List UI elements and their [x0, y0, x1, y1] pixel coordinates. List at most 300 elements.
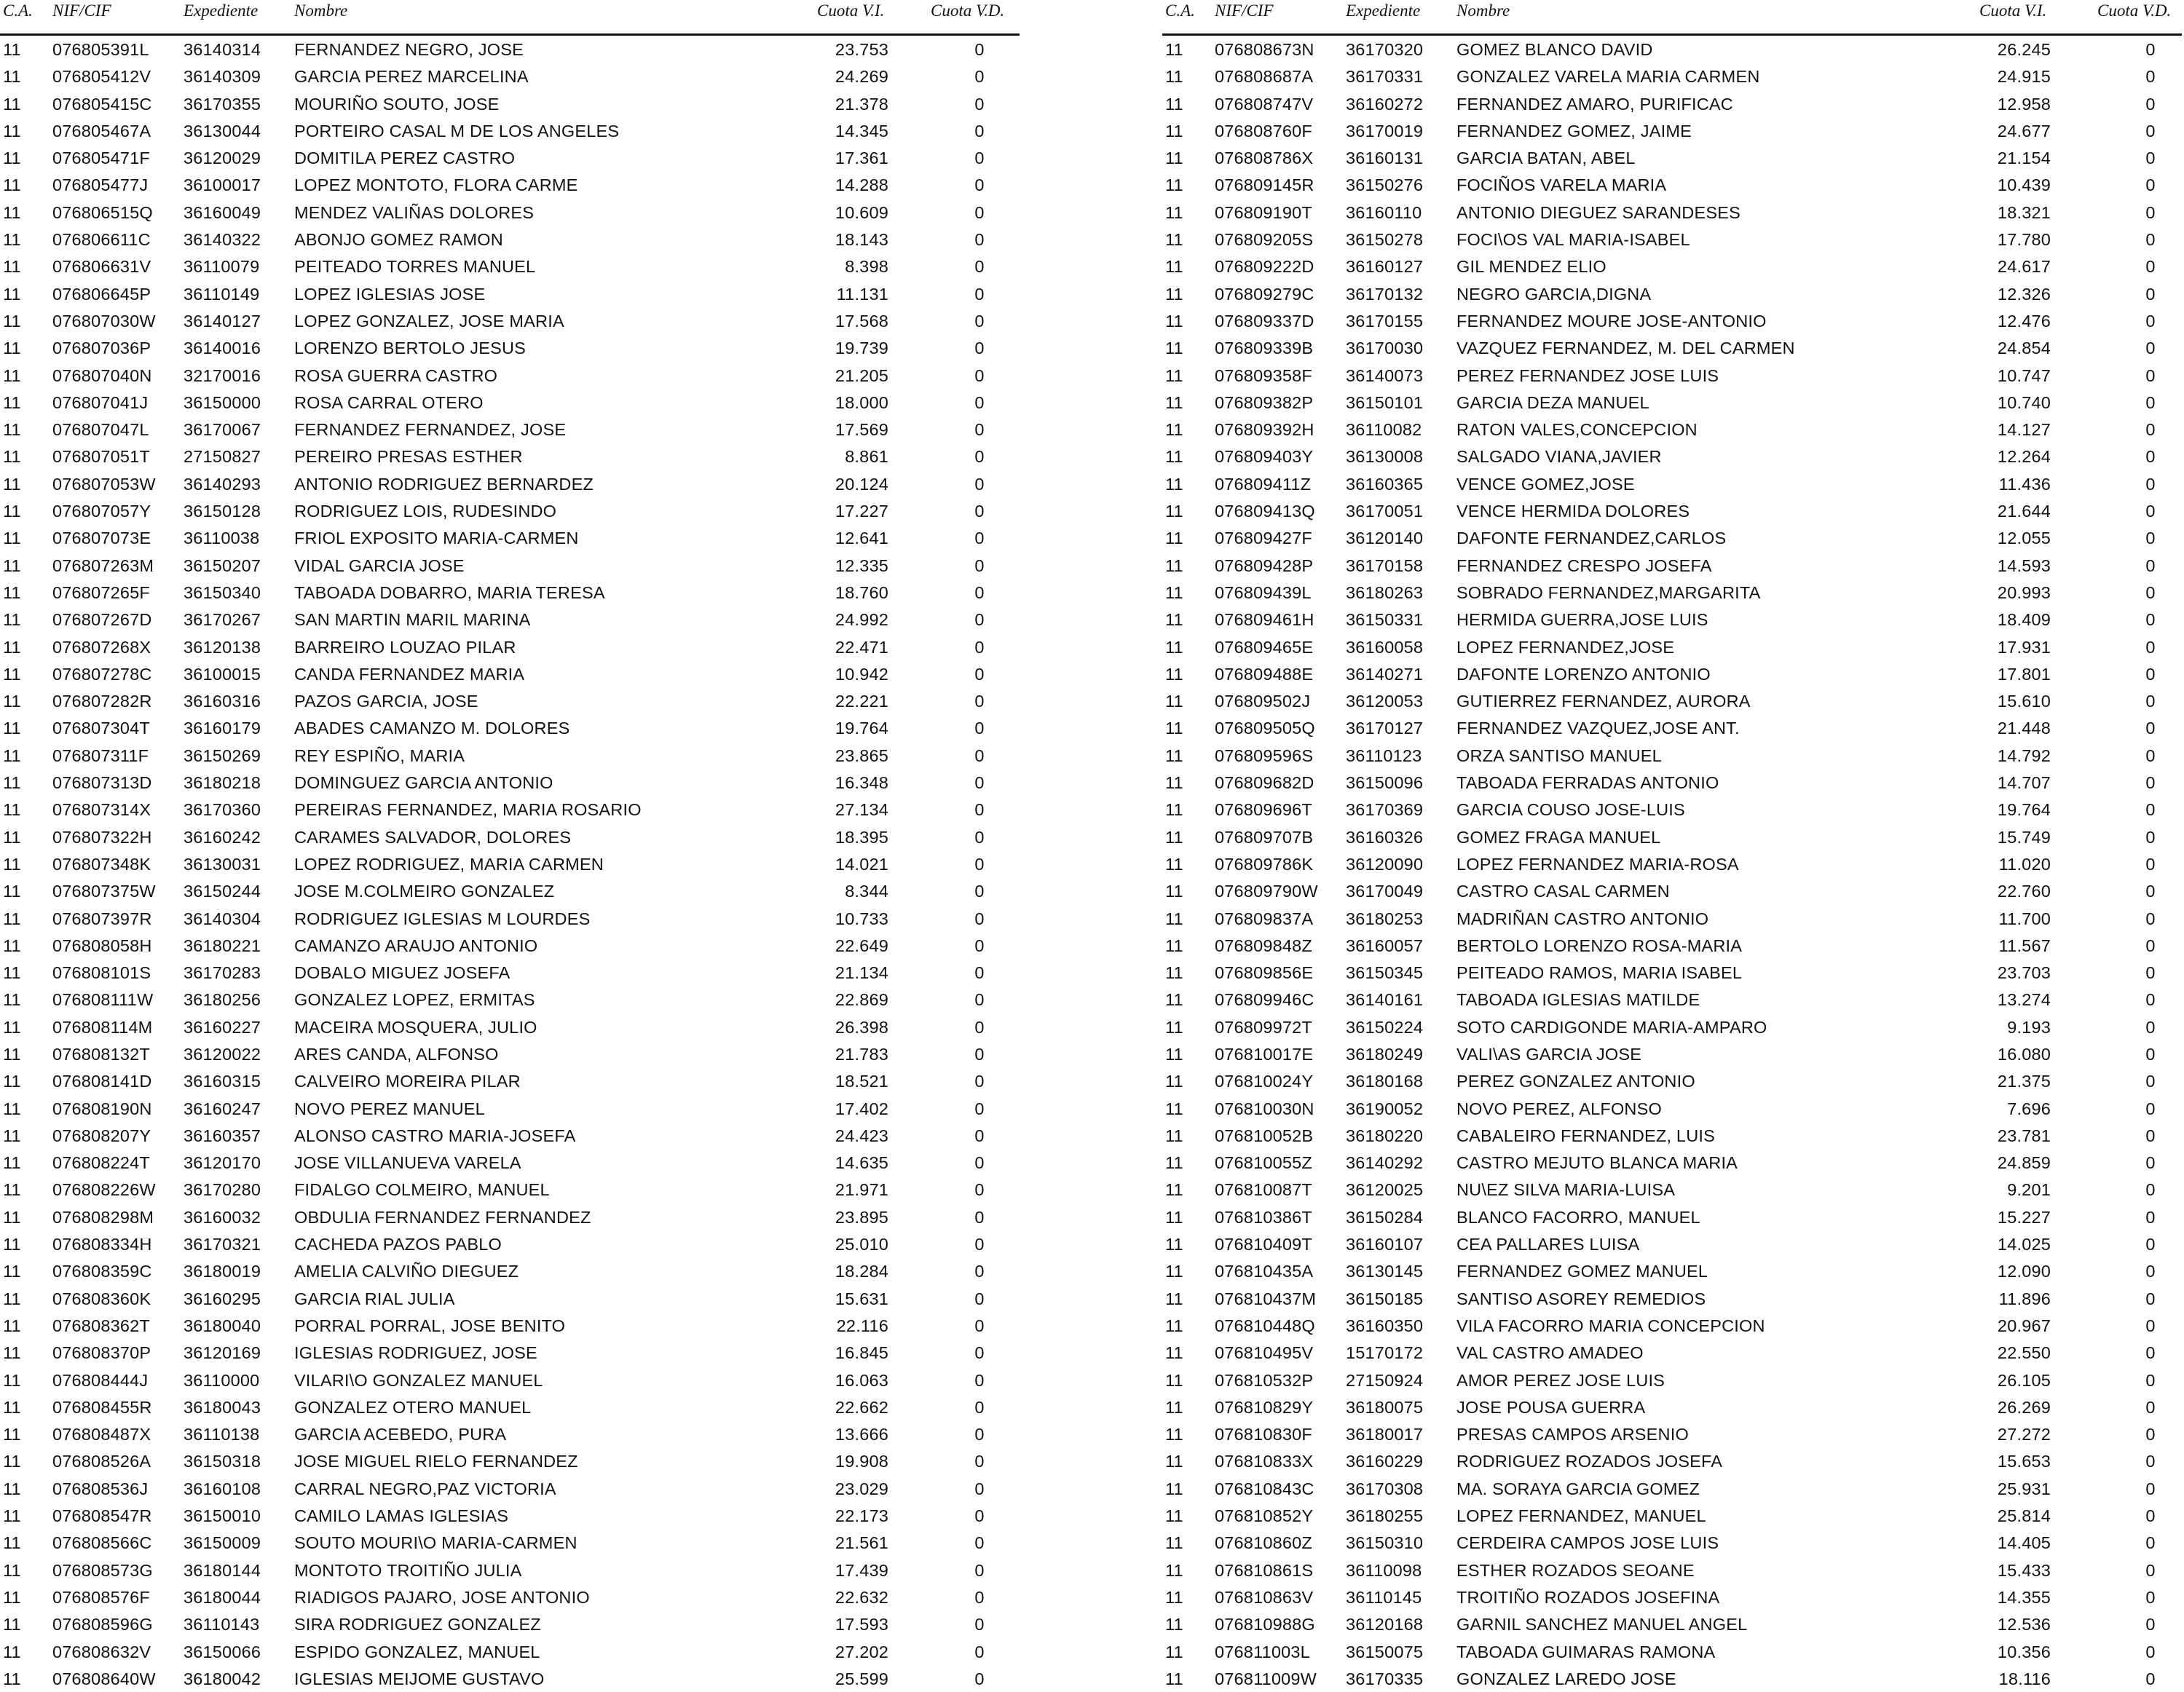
cell-nif: 076807375W	[52, 882, 156, 901]
cell-ca: 11	[1165, 1506, 1183, 1526]
cell-nif: 076808141D	[52, 1072, 152, 1091]
cell-nif: 076810863V	[1215, 1587, 1314, 1607]
cell-nif: 076810988G	[1215, 1615, 1315, 1634]
cell-cuota-vi: 8.344	[845, 882, 888, 901]
cell-nif: 076810448Q	[1215, 1316, 1315, 1335]
cell-cuota-vi: 18.521	[835, 1072, 888, 1091]
table-row	[0, 416, 1020, 443]
cell-nombre: SOUTO MOURI\O MARIA-CARMEN	[294, 1533, 577, 1553]
cell-cuota-vd: 0	[2145, 719, 2156, 738]
cell-cuota-vi: 10.733	[835, 909, 888, 928]
cell-cuota-vd: 0	[2145, 365, 2156, 385]
cell-ca: 11	[3, 1207, 21, 1227]
cell-ca: 11	[3, 1397, 21, 1417]
cell-expediente: 36120170	[184, 1153, 261, 1173]
cell-expediente: 36170127	[1346, 719, 1424, 738]
cell-expediente: 36150269	[184, 746, 261, 765]
table-row	[0, 769, 1020, 796]
cell-nombre: FOCIÑOS VARELA MARIA	[1456, 175, 1667, 195]
cell-cuota-vd: 0	[2145, 1587, 2156, 1607]
cell-ca: 11	[3, 121, 21, 141]
cell-expediente: 36180249	[1346, 1044, 1424, 1064]
cell-cuota-vi: 22.116	[836, 1316, 888, 1335]
cell-nif: 076807030W	[52, 311, 156, 331]
cell-nombre: BLANCO FACORRO, MANUEL	[1456, 1207, 1700, 1227]
cell-cuota-vd: 0	[2145, 610, 2156, 630]
cell-ca: 11	[1165, 800, 1183, 820]
cell-nombre: ESTHER ROZADOS SEOANE	[1456, 1560, 1695, 1580]
cell-ca: 11	[3, 502, 21, 521]
cell-nif: 076810087T	[1215, 1180, 1312, 1200]
cell-cuota-vi: 20.124	[835, 474, 888, 494]
cell-expediente: 36160058	[1346, 637, 1424, 657]
cell-expediente: 36110098	[1346, 1560, 1422, 1580]
cell-ca: 11	[3, 420, 21, 440]
cell-expediente: 36150066	[184, 1642, 261, 1661]
table-row	[1162, 769, 2182, 796]
cell-expediente: 36150128	[184, 502, 261, 521]
cell-nombre: NEGRO GARCIA,DIGNA	[1456, 284, 1652, 304]
cell-cuota-vd: 0	[2145, 311, 2156, 331]
table-row	[1162, 1285, 2182, 1312]
cell-cuota-vd: 0	[974, 365, 985, 385]
cell-cuota-vd: 0	[2145, 1180, 2156, 1200]
cell-nif: 076807047L	[52, 420, 149, 440]
cell-cuota-vd: 0	[2145, 230, 2156, 250]
cell-nombre: RODRIGUEZ LOIS, RUDESINDO	[294, 502, 557, 521]
table-row	[0, 389, 1020, 416]
cell-cuota-vi: 17.227	[835, 502, 888, 521]
cell-ca: 11	[1165, 149, 1183, 168]
cell-expediente: 36140293	[184, 474, 261, 494]
cell-nombre: LORENZO BERTOLO JESUS	[294, 339, 527, 358]
cell-nombre: FERNANDEZ GOMEZ, JAIME	[1456, 121, 1692, 141]
cell-nif: 076808370P	[52, 1343, 151, 1363]
cell-nombre: PAZOS GARCIA, JOSE	[294, 692, 478, 711]
cell-expediente: 36160365	[1346, 474, 1424, 494]
table-row	[0, 606, 1020, 633]
cell-cuota-vd: 0	[974, 1479, 985, 1498]
cell-cuota-vd: 0	[2145, 827, 2156, 847]
cell-cuota-vd: 0	[2145, 582, 2156, 602]
cell-cuota-vd: 0	[974, 963, 985, 983]
cell-cuota-vd: 0	[974, 40, 985, 59]
cell-ca: 11	[3, 339, 21, 358]
cell-nif: 076809856E	[1215, 963, 1314, 983]
cell-expediente: 36150000	[184, 392, 261, 412]
cell-nombre: LOPEZ FERNANDEZ,JOSE	[1456, 637, 1675, 657]
cell-cuota-vd: 0	[974, 121, 985, 141]
table-row	[1162, 1339, 2182, 1366]
cell-cuota-vd: 0	[2145, 1506, 2156, 1526]
cell-expediente: 36130008	[1346, 447, 1424, 467]
cell-cuota-vd: 0	[2145, 1343, 2156, 1363]
cell-ca: 11	[1165, 1044, 1183, 1064]
cell-ca: 11	[3, 230, 21, 250]
cell-cuota-vi: 23.781	[1997, 1126, 2051, 1145]
table-row	[0, 334, 1020, 361]
cell-ca: 11	[1165, 121, 1183, 141]
cell-cuota-vi: 17.568	[835, 311, 888, 331]
cell-cuota-vd: 0	[2145, 121, 2156, 141]
cell-nombre: VAL CASTRO AMADEO	[1456, 1343, 1644, 1363]
cell-nombre: PORRAL PORRAL, JOSE BENITO	[294, 1316, 566, 1335]
cell-cuota-vi: 11.567	[1998, 936, 2051, 955]
cell-cuota-vi: 21.375	[1997, 1072, 2051, 1091]
cell-cuota-vd: 0	[2145, 1044, 2156, 1064]
cell-cuota-vd: 0	[2145, 556, 2156, 575]
cell-cuota-vd: 0	[2145, 1669, 2156, 1688]
cell-cuota-vi: 10.747	[1997, 365, 2051, 385]
cell-nombre: TROITIÑO ROZADOS JOSEFINA	[1456, 1587, 1720, 1607]
table-row	[1162, 1393, 2182, 1420]
cell-cuota-vi: 21.561	[835, 1533, 888, 1553]
cell-cuota-vd: 0	[2145, 1017, 2156, 1037]
cell-expediente: 32170016	[184, 365, 261, 385]
cell-nif: 076806631V	[52, 257, 151, 277]
table-row	[1162, 1610, 2182, 1637]
cell-nombre: GARCIA COUSO JOSE-LUIS	[1456, 800, 1685, 820]
cell-cuota-vi: 21.205	[835, 365, 888, 385]
cell-cuota-vi: 22.221	[835, 692, 888, 711]
cell-cuota-vi: 17.569	[835, 420, 888, 440]
table-row	[0, 443, 1020, 470]
cell-cuota-vi: 17.439	[835, 1560, 888, 1580]
cell-nombre: OBDULIA FERNANDEZ FERNANDEZ	[294, 1207, 591, 1227]
cell-cuota-vi: 21.134	[835, 963, 888, 983]
table-row	[0, 1420, 1020, 1447]
cell-cuota-vi: 13.274	[1997, 990, 2051, 1010]
cell-cuota-vi: 12.055	[1997, 529, 2051, 548]
cell-cuota-vd: 0	[974, 284, 985, 304]
table-row	[0, 1230, 1020, 1257]
cell-cuota-vd: 0	[2145, 882, 2156, 901]
cell-cuota-vd: 0	[2145, 1126, 2156, 1145]
cell-ca: 11	[1165, 311, 1183, 331]
cell-ca: 11	[1165, 67, 1183, 87]
cell-expediente: 36180075	[1346, 1397, 1424, 1417]
cell-cuota-vi: 12.958	[1997, 94, 2051, 114]
cell-ca: 11	[1165, 582, 1183, 602]
cell-expediente: 36180144	[184, 1560, 261, 1580]
cell-cuota-vi: 18.000	[835, 392, 888, 412]
cell-cuota-vd: 0	[974, 773, 985, 793]
cell-cuota-vd: 0	[2145, 1560, 2156, 1580]
cell-cuota-vi: 26.105	[1997, 1370, 2051, 1390]
table-row	[1162, 1122, 2182, 1149]
cell-ca: 11	[1165, 854, 1183, 874]
cell-cuota-vi: 25.814	[1997, 1506, 2051, 1526]
cell-cuota-vd: 0	[974, 610, 985, 630]
cell-expediente: 36140292	[1346, 1153, 1424, 1173]
table-row	[1162, 1257, 2182, 1284]
cell-nombre: GARNIL SANCHEZ MANUEL ANGEL	[1456, 1615, 1748, 1634]
cell-cuota-vi: 24.423	[835, 1126, 888, 1145]
cell-expediente: 36170331	[1346, 67, 1424, 87]
table-row	[0, 1447, 1020, 1474]
cell-cuota-vi: 13.666	[835, 1425, 888, 1444]
cell-expediente: 36170283	[184, 963, 261, 983]
cell-expediente: 36160049	[184, 202, 261, 222]
table-row	[0, 362, 1020, 389]
cell-nombre: GOMEZ FRAGA MANUEL	[1456, 827, 1661, 847]
cell-ca: 11	[3, 1235, 21, 1254]
cell-nif: 076809786K	[1215, 854, 1314, 874]
cell-nombre: ORZA SANTISO MANUEL	[1456, 746, 1662, 765]
table-row	[0, 579, 1020, 606]
cell-nif: 076805391L	[52, 40, 149, 59]
cell-cuota-vi: 21.971	[835, 1180, 888, 1200]
cell-nombre: DAFONTE LORENZO ANTONIO	[1456, 664, 1711, 684]
cell-nombre: LOPEZ FERNANDEZ MARIA-ROSA	[1456, 854, 1739, 874]
cell-cuota-vd: 0	[2145, 284, 2156, 304]
cell-expediente: 36120022	[184, 1044, 261, 1064]
cell-ca: 11	[1165, 1669, 1183, 1688]
cell-cuota-vd: 0	[974, 1180, 985, 1200]
cell-expediente: 36120090	[1346, 854, 1424, 874]
cell-expediente: 36150101	[1346, 392, 1424, 412]
cell-cuota-vi: 15.610	[1997, 692, 2051, 711]
cell-ca: 11	[1165, 773, 1183, 793]
cell-ca: 11	[1165, 909, 1183, 928]
cell-expediente: 36180168	[1346, 1072, 1424, 1091]
cell-nif: 076807311F	[52, 746, 149, 765]
cell-nif: 076808573G	[52, 1560, 153, 1580]
cell-ca: 11	[1165, 1207, 1183, 1227]
cell-cuota-vi: 18.116	[1998, 1669, 2051, 1688]
cell-expediente: 36180017	[1346, 1425, 1424, 1444]
cell-expediente: 36150276	[1346, 175, 1424, 195]
cell-expediente: 36120168	[1346, 1615, 1424, 1634]
cell-expediente: 36150185	[1346, 1289, 1424, 1308]
cell-nif: 076807268X	[52, 637, 151, 657]
cell-nombre: CANDA FERNANDEZ MARIA	[294, 664, 525, 684]
cell-ca: 11	[1165, 1533, 1183, 1553]
cell-nombre: LOPEZ RODRIGUEZ, MARIA CARMEN	[294, 854, 604, 874]
table-row	[1162, 905, 2182, 932]
table-row	[1162, 470, 2182, 497]
header-cuota-vd: Cuota V.D.	[931, 1, 1005, 20]
cell-cuota-vi: 15.433	[1997, 1560, 2051, 1580]
cell-nombre: VILA FACORRO MARIA CONCEPCION	[1456, 1316, 1765, 1335]
table-row	[1162, 497, 2182, 524]
cell-cuota-vi: 17.402	[835, 1099, 888, 1118]
cell-cuota-vi: 24.677	[1997, 121, 2051, 141]
cell-cuota-vd: 0	[2145, 1262, 2156, 1281]
cell-nombre: CARAMES SALVADOR, DOLORES	[294, 827, 572, 847]
cell-expediente: 36160227	[184, 1017, 261, 1037]
table-row	[0, 90, 1020, 117]
cell-ca: 11	[3, 582, 21, 602]
cell-ca: 11	[1165, 1587, 1183, 1607]
cell-ca: 11	[3, 1316, 21, 1335]
cell-ca: 11	[1165, 936, 1183, 955]
cell-nombre: FIDALGO COLMEIRO, MANUEL	[294, 1180, 550, 1200]
table-row	[0, 1122, 1020, 1149]
table-row	[0, 660, 1020, 687]
cell-expediente: 36150331	[1346, 610, 1424, 630]
cell-expediente: 36150284	[1346, 1207, 1424, 1227]
cell-expediente: 36160179	[184, 719, 261, 738]
cell-ca: 11	[1165, 257, 1183, 277]
cell-cuota-vi: 10.439	[1997, 175, 2051, 195]
table-row	[0, 1176, 1020, 1203]
cell-cuota-vd: 0	[2145, 1479, 2156, 1498]
cell-cuota-vd: 0	[974, 664, 985, 684]
cell-cuota-vd: 0	[974, 1207, 985, 1227]
cell-nif: 076808547R	[52, 1506, 152, 1526]
table-row	[1162, 199, 2182, 226]
cell-ca: 11	[3, 637, 21, 657]
cell-nombre: MACEIRA MOSQUERA, JULIO	[294, 1017, 537, 1037]
cell-nif: 076809465E	[1215, 637, 1314, 657]
cell-nif: 076809461H	[1215, 610, 1314, 630]
cell-cuota-vi: 19.764	[835, 719, 888, 738]
cell-cuota-vd: 0	[974, 502, 985, 521]
cell-nombre: CACHEDA PAZOS PABLO	[294, 1235, 502, 1254]
cell-cuota-vd: 0	[974, 257, 985, 277]
cell-ca: 11	[1165, 556, 1183, 575]
table-row	[0, 307, 1020, 334]
cell-cuota-vd: 0	[974, 1316, 985, 1335]
cell-cuota-vd: 0	[974, 230, 985, 250]
table-row	[0, 633, 1020, 660]
cell-expediente: 36160131	[1346, 149, 1424, 168]
cell-nombre: TABOADA DOBARRO, MARIA TERESA	[294, 582, 605, 602]
cell-nif: 076809837A	[1215, 909, 1314, 928]
cell-expediente: 36160295	[184, 1289, 261, 1308]
table-row	[1162, 823, 2182, 850]
cell-nombre: CABALEIRO FERNANDEZ, LUIS	[1456, 1126, 1715, 1145]
cell-nif: 076811009W	[1215, 1669, 1317, 1688]
cell-ca: 11	[1165, 882, 1183, 901]
cell-nombre: SOBRADO FERNANDEZ,MARGARITA	[1456, 582, 1761, 602]
cell-cuota-vi: 12.090	[1997, 1262, 2051, 1281]
cell-cuota-vd: 0	[2145, 339, 2156, 358]
cell-ca: 11	[1165, 1153, 1183, 1173]
table-row	[1162, 1176, 2182, 1203]
table-row	[0, 1257, 1020, 1284]
cell-ca: 11	[3, 990, 21, 1010]
cell-nombre: MADRIÑAN CASTRO ANTONIO	[1456, 909, 1709, 928]
cell-expediente: 36160326	[1346, 827, 1424, 847]
cell-cuota-vd: 0	[974, 637, 985, 657]
cell-nif: 076810860Z	[1215, 1533, 1312, 1553]
cell-expediente: 36160127	[1346, 257, 1424, 277]
cell-cuota-vi: 24.859	[1997, 1153, 2051, 1173]
cell-nombre: SIRA RODRIGUEZ GONZALEZ	[294, 1615, 541, 1634]
cell-expediente: 36120029	[184, 149, 261, 168]
cell-cuota-vd: 0	[974, 1642, 985, 1661]
table-row	[0, 959, 1020, 986]
cell-ca: 11	[1165, 1262, 1183, 1281]
cell-ca: 11	[3, 719, 21, 738]
table-row	[0, 1067, 1020, 1094]
cell-cuota-vi: 12.536	[1997, 1615, 2051, 1634]
cell-nombre: PEREIRAS FERNANDEZ, MARIA ROSARIO	[294, 800, 642, 820]
cell-expediente: 36170155	[1346, 311, 1424, 331]
table-row	[1162, 1502, 2182, 1529]
cell-cuota-vd: 0	[974, 1072, 985, 1091]
cell-nif: 076807053W	[52, 474, 156, 494]
cell-ca: 11	[1165, 1397, 1183, 1417]
cell-nombre: TABOADA GUIMARAS RAMONA	[1456, 1642, 1716, 1661]
cell-cuota-vd: 0	[974, 1560, 985, 1580]
table-row	[1162, 307, 2182, 334]
cell-expediente: 36130145	[1346, 1262, 1424, 1281]
cell-ca: 11	[3, 474, 21, 494]
cell-cuota-vi: 11.436	[1998, 474, 2051, 494]
cell-cuota-vi: 12.641	[835, 529, 888, 548]
cell-expediente: 36140314	[184, 40, 261, 59]
cell-cuota-vd: 0	[974, 1506, 985, 1526]
table-row	[1162, 524, 2182, 551]
cell-nif: 076810843C	[1215, 1479, 1314, 1498]
cell-cuota-vi: 21.644	[1997, 502, 2051, 521]
cell-expediente: 36160315	[184, 1072, 261, 1091]
table-row	[1162, 389, 2182, 416]
cell-nombre: GONZALEZ LAREDO JOSE	[1456, 1669, 1676, 1688]
cell-expediente: 36160316	[184, 692, 261, 711]
cell-cuota-vi: 19.739	[835, 339, 888, 358]
cell-ca: 11	[3, 1615, 21, 1634]
cell-cuota-vd: 0	[974, 474, 985, 494]
cell-cuota-vd: 0	[2145, 529, 2156, 548]
cell-ca: 11	[3, 692, 21, 711]
cell-cuota-vi: 14.635	[835, 1153, 888, 1173]
cell-expediente: 36170067	[184, 420, 261, 440]
header-nif: NIF/CIF	[52, 1, 111, 20]
cell-nombre: LOPEZ GONZALEZ, JOSE MARIA	[294, 311, 564, 331]
cell-nif: 076808640W	[52, 1669, 156, 1688]
cell-cuota-vi: 14.025	[1997, 1235, 2051, 1254]
cell-ca: 11	[3, 447, 21, 467]
table-row	[1162, 1367, 2182, 1393]
cell-nif: 076809411Z	[1215, 474, 1312, 494]
cell-cuota-vi: 21.378	[835, 94, 888, 114]
cell-ca: 11	[3, 1479, 21, 1498]
cell-cuota-vi: 19.764	[1997, 800, 2051, 820]
cell-cuota-vd: 0	[974, 854, 985, 874]
cell-nif: 076809707B	[1215, 827, 1314, 847]
cell-cuota-vd: 0	[2145, 692, 2156, 711]
cell-ca: 11	[1165, 339, 1183, 358]
cell-ca: 11	[3, 556, 21, 575]
cell-nombre: TABOADA FERRADAS ANTONIO	[1456, 773, 1719, 793]
cell-nif: 076809358F	[1215, 365, 1312, 385]
cell-nombre: PEITEADO TORRES MANUEL	[294, 257, 536, 277]
cell-cuota-vd: 0	[2145, 149, 2156, 168]
cell-ca: 11	[3, 1153, 21, 1173]
cell-nif: 076809502J	[1215, 692, 1311, 711]
cell-nombre: GARCIA RIAL JULIA	[294, 1289, 455, 1308]
cell-cuota-vd: 0	[2145, 1153, 2156, 1173]
table-row	[1162, 334, 2182, 361]
cell-nombre: GARCIA PEREZ MARCELINA	[294, 67, 529, 87]
table-row	[0, 280, 1020, 307]
cell-cuota-vi: 16.080	[1997, 1044, 2051, 1064]
cell-ca: 11	[3, 909, 21, 928]
cell-cuota-vd: 0	[2145, 202, 2156, 222]
table-row	[1162, 660, 2182, 687]
cell-nif: 076808566C	[52, 1533, 152, 1553]
cell-cuota-vd: 0	[2145, 94, 2156, 114]
cell-cuota-vi: 22.471	[835, 637, 888, 657]
cell-ca: 11	[3, 1452, 21, 1471]
cell-cuota-vi: 11.020	[1998, 854, 2051, 874]
cell-cuota-vi: 26.398	[835, 1017, 888, 1037]
cell-cuota-vi: 12.264	[1997, 447, 2051, 467]
